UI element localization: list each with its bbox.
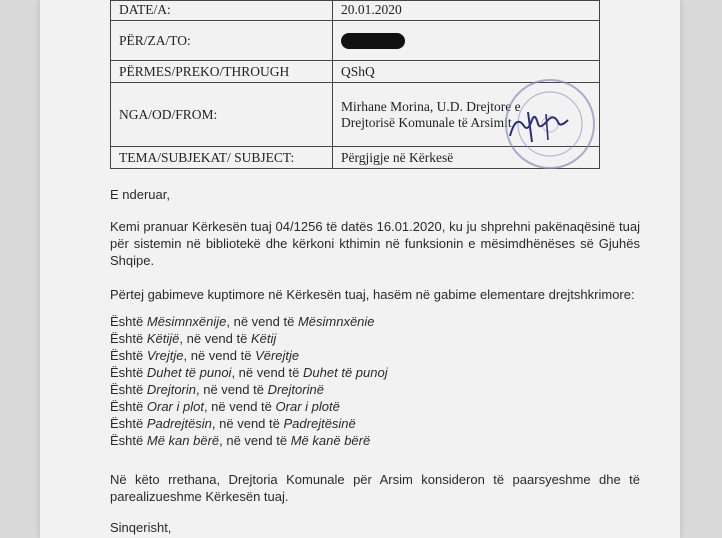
to-value <box>333 21 600 61</box>
redaction-mark <box>341 33 405 49</box>
to-label: PËR/ZA/TO: <box>111 21 333 61</box>
date-value: 20.01.2020 <box>333 1 600 21</box>
subject-label: TEMA/SUBJEKAT/ SUBJECT: <box>111 147 333 169</box>
paragraph-request: Kemi pranuar Kërkesën tuaj 04/1256 të datës 16.01.2020, ku ju shprehni pakënaqësinë tuaj për sistemin në bibliotekë dhe kërkoni kthimin në funksionin e mësimdhënëses së Gjuhës Shqipe. <box>110 219 640 268</box>
error-item: Është Drejtorin, në vend të Drejtorinë <box>110 382 324 397</box>
through-value: QShQ <box>333 61 600 83</box>
letter-body <box>110 186 640 538</box>
closing: Sinqerisht, <box>110 520 172 535</box>
error-item: Është Këtijë, në vend të Këtij <box>110 331 277 346</box>
letter-page <box>40 0 680 538</box>
error-item: Është Vrejtje, në vend të Vërejtje <box>110 348 300 363</box>
from-value: Mirhane Morina, U.D. Drejtore e Drejtorisë Komunale të Arsimit <box>333 83 600 147</box>
error-item: Është Mësimnxënije, në vend të Mësimnxënie <box>110 314 375 329</box>
error-item: Është Duhet të punoi, në vend të Duhet të punoj <box>110 365 388 380</box>
date-label: DATE/A: <box>111 1 333 21</box>
header-row-date <box>111 1 600 21</box>
subject-value: Përgjigje në Kërkesë <box>333 147 600 169</box>
error-item: Është Më kan bërë, në vend të Më kanë bërë <box>110 433 371 448</box>
error-list <box>110 313 640 449</box>
paragraph-conclusion: Në këto rrethana, Drejtoria Komunale për Arsim konsideron të paarsyeshme dhe të parealizueshme Kërkesën tuaj. <box>110 472 640 504</box>
paragraph-errors-intro: Përtej gabimeve kuptimore në Kërkesën tuaj, hasëm në gabime elementare drejtshkrimore: <box>110 287 635 302</box>
from-label: NGA/OD/FROM: <box>111 83 333 147</box>
salutation: E nderuar, <box>110 187 170 202</box>
error-item: Është Orar i plot, në vend të Orar i plotë <box>110 399 340 414</box>
header-row-to <box>111 21 600 61</box>
official-stamp <box>488 74 598 184</box>
error-item: Është Padrejtësin, në vend të Padrejtësinë <box>110 416 356 431</box>
through-label: PËRMES/PREKO/THROUGH <box>111 61 333 83</box>
